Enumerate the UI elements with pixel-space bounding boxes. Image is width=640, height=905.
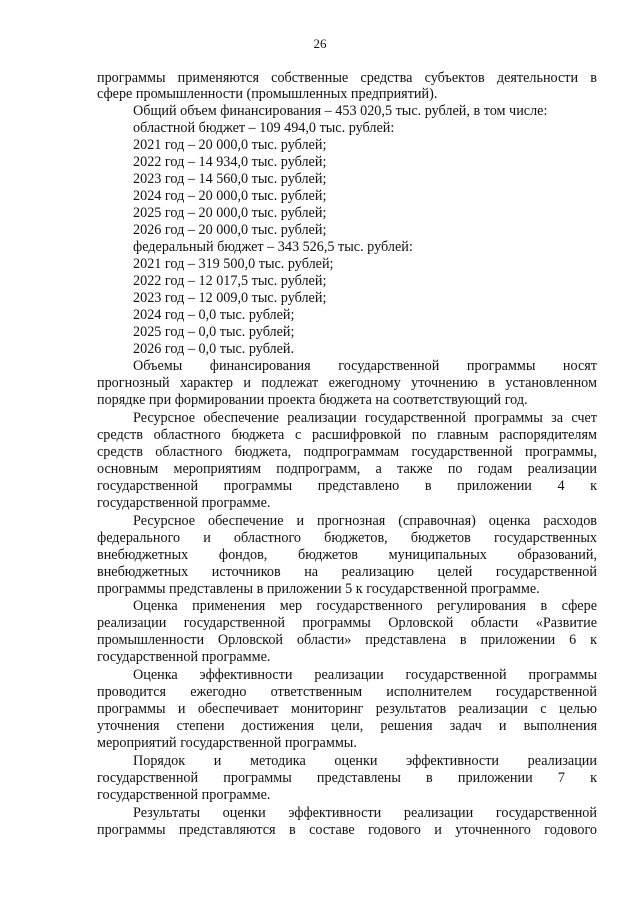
text-line: 2024 год – 20 000,0 тыс. рублей; <box>133 188 327 204</box>
text-line: основным мероприятиям подпрограмм, а также по годам реализации <box>97 461 597 477</box>
text-line: средств областного бюджета с расшифровкой по главным распорядителям <box>97 427 597 443</box>
text-line: государственной программе. <box>97 787 271 803</box>
text-line: промышленности Орловской области» представлена в приложении 6 к <box>97 632 597 648</box>
page-number: 26 <box>313 36 327 51</box>
text-line: Объемы финансирования государственной программы носят <box>133 358 597 374</box>
text-line: 2025 год – 0,0 тыс. рублей; <box>133 324 295 340</box>
text-line: 2023 год – 12 009,0 тыс. рублей; <box>133 290 327 306</box>
text-line: 2024 год – 0,0 тыс. рублей; <box>133 307 295 323</box>
text-line: средств областного бюджета, подпрограммам государственной программы, <box>97 444 597 460</box>
text-line: Результаты оценки эффективности реализации государственной <box>133 805 597 821</box>
text-line: 2021 год – 319 500,0 тыс. рублей; <box>133 256 334 272</box>
text-line: 2021 год – 20 000,0 тыс. рублей; <box>133 137 327 153</box>
text-line: программы представляются в составе годового и уточненного годового <box>97 822 597 838</box>
text-line: 2026 год – 0,0 тыс. рублей. <box>133 341 295 357</box>
text-line: государственной программы представлено в приложении 4 к <box>97 478 597 494</box>
text-line: мероприятий государственной программы. <box>97 735 357 751</box>
text-line: программы и обеспечивает мониторинг результатов реализации с целью <box>97 701 597 717</box>
text-line: Ресурсное обеспечение и прогнозная (справочная) оценка расходов <box>133 513 597 529</box>
text-line: областной бюджет – 109 494,0 тыс. рублей: <box>133 120 395 136</box>
text-line: Оценка применения мер государственного регулирования в сфере <box>133 598 597 614</box>
text-line: Ресурсное обеспечение реализации государственной программы за счет <box>133 410 597 426</box>
text-line: внебюджетных источников на реализацию целей государственной <box>97 564 597 580</box>
text-line: государственной программе. <box>97 495 271 511</box>
text-line: 2023 год – 14 560,0 тыс. рублей; <box>133 171 327 187</box>
text-line: 2022 год – 14 934,0 тыс. рублей; <box>133 154 327 170</box>
text-line: внебюджетных фондов, бюджетов муниципальных образований, <box>97 547 597 563</box>
text-line: проводится ежегодно ответственным исполнителем государственной <box>97 684 597 700</box>
text-line: 2022 год – 12 017,5 тыс. рублей; <box>133 273 327 289</box>
text-line: реализации государственной программы Орловской области «Развитие <box>97 615 597 631</box>
text-line: 2026 год – 20 000,0 тыс. рублей; <box>133 222 327 238</box>
text-line: порядке при формировании проекта бюджета на соответствующий год. <box>97 392 528 408</box>
text-line: Оценка эффективности реализации государственной программы <box>133 667 597 683</box>
text-line: государственной программы представлены в приложении 7 к <box>97 770 597 786</box>
text-line: прогнозный характер и подлежат ежегодному уточнению в установленном <box>97 375 597 391</box>
text-line: федеральный бюджет – 343 526,5 тыс. рублей: <box>133 239 413 255</box>
text-line: сфере промышленности (промышленных предприятий). <box>97 86 438 102</box>
text-line: федерального и областного бюджетов, бюджетов государственных <box>97 530 597 546</box>
text-line: 2025 год – 20 000,0 тыс. рублей; <box>133 205 327 221</box>
text-line: программы представлены в приложении 5 к государственной программе. <box>97 581 540 597</box>
text-line: программы применяются собственные средства субъектов деятельности в <box>97 70 597 86</box>
text-line: государственной программе. <box>97 649 271 665</box>
text-line: Порядок и методика оценки эффективности реализации <box>133 753 597 769</box>
text-line: уточнения степени достижения цели, решения задач и выполнения <box>97 718 597 734</box>
text-line: Общий объем финансирования – 453 020,5 тыс. рублей, в том числе: <box>133 103 548 119</box>
